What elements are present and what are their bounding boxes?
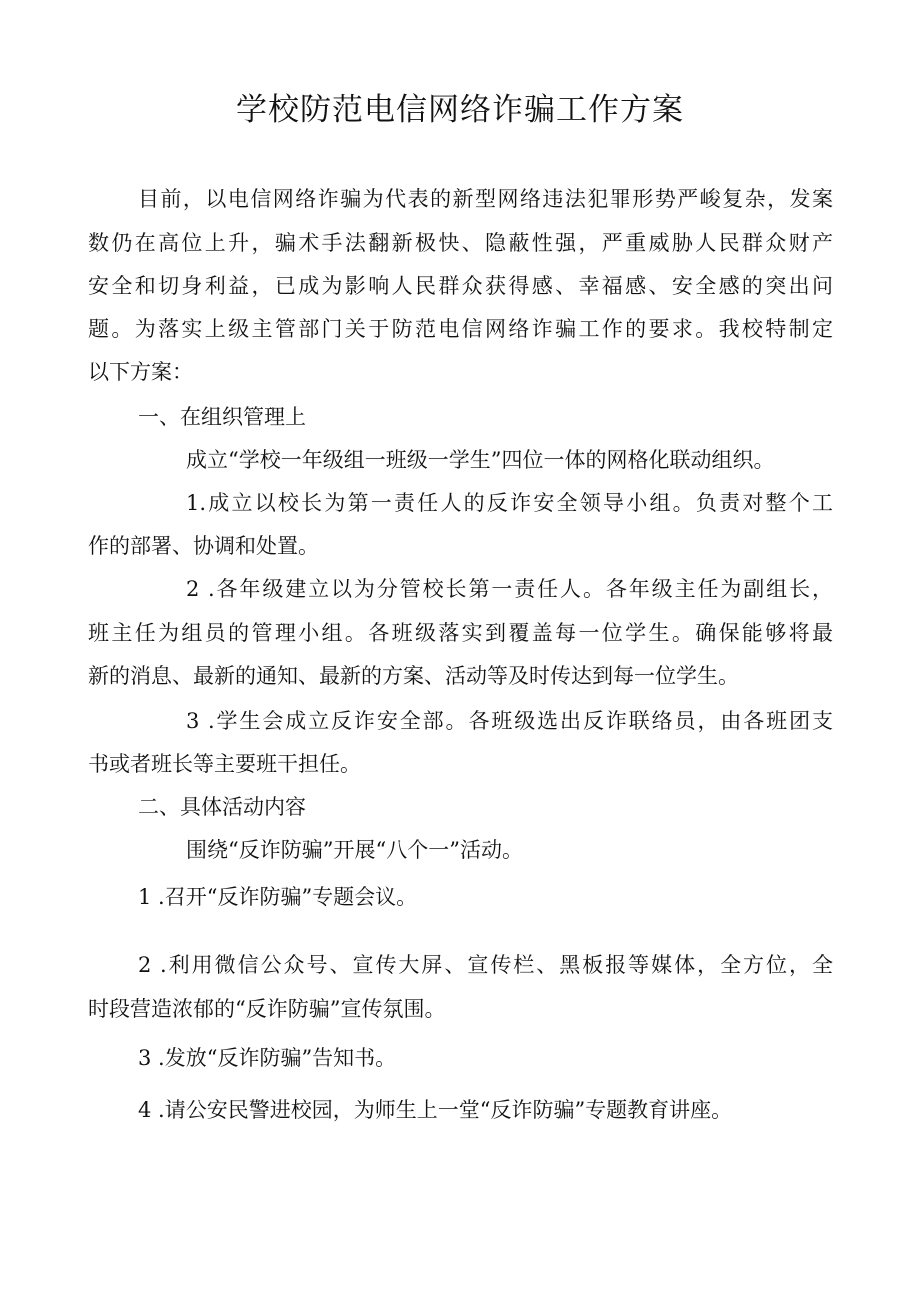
activity-item-4: 4 .请公安民警进校园，为师生上一堂“反诈防骗”专题教育讲座。 [138, 1098, 733, 1122]
list-item-1-line-1: 1.成立以校长为第一责任人的反诈安全领导小组。负责对整个工 [186, 491, 833, 515]
list-item-2-line-2: 班主任为组员的管理小组。各班级落实到覆盖每一位学生。确保能够将最 [88, 621, 833, 645]
paragraph-line-4: 题。为落实上级主管部门关于防范电信网络诈骗工作的要求。我校特制定 [88, 317, 833, 341]
paragraph-line-1: 目前，以电信网络诈骗为代表的新型网络违法犯罪形势严峻复杂，发案 [138, 187, 833, 211]
section-heading-2: 二、具体活动内容 [138, 795, 306, 819]
document-title: 学校防范电信网络诈骗工作方案 [236, 92, 684, 128]
activity-item-3: 3 .发放“反诈防骗”告知书。 [138, 1046, 397, 1070]
list-item-2-line-3: 新的消息、最新的通知、最新的方案、活动等及时传达到每一位学生。 [88, 664, 739, 688]
list-item-2-line-1: 2 .各年级建立以为分管校长第一责任人。各年级主任为副组长， [186, 577, 833, 601]
paragraph-line-3: 安全和切身利益，已成为影响人民群众获得感、幸福感、安全感的突出问 [88, 274, 833, 298]
section-heading-1: 一、在组织管理上 [138, 405, 306, 429]
paragraph-activities: 围绕“反诈防骗”开展“八个一”活动。 [186, 838, 523, 862]
list-item-3-line-1: 3 .学生会成立反诈安全部。各班级选出反诈联络员，由各班团支 [186, 709, 833, 733]
activity-item-2-line-1: 2 .利用微信公众号、宣传大屏、宣传栏、黑板报等媒体，全方位，全 [138, 953, 833, 977]
paragraph-line-7: 成立“学校一年级组一班级一学生”四位一体的网格化联动组织。 [186, 448, 775, 472]
list-item-3-line-2: 书或者班长等主要班干担任。 [88, 752, 361, 776]
paragraph-line-2: 数仍在高位上升，骗术手法翻新极快、隐蔽性强，严重威胁人民群众财产 [88, 231, 833, 255]
activity-item-2-line-2: 时段营造浓郁的“反诈防骗”宣传氛围。 [88, 997, 446, 1021]
list-item-1-line-2: 作的部署、协调和处置。 [88, 534, 319, 558]
activity-item-1: 1 .召开“反诈防骗”专题会议。 [138, 885, 418, 909]
paragraph-line-5: 以下方案： [88, 360, 193, 384]
